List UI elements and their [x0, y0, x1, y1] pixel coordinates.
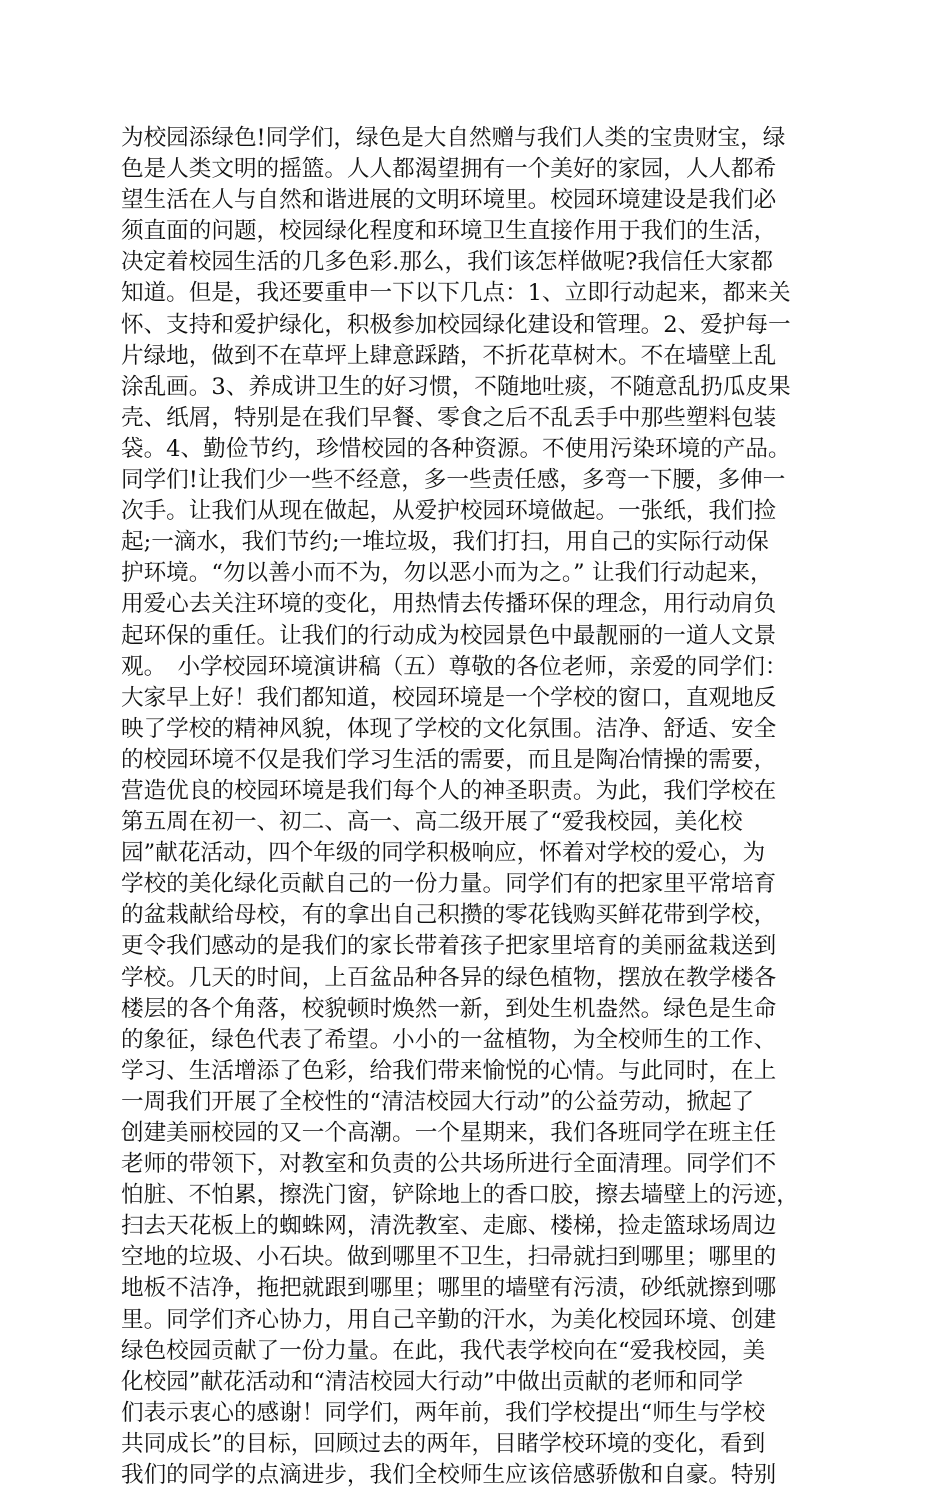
- speech-text-body: [121, 123, 841, 1491]
- text-line: 共同成长”的目标，回顾过去的两年，目睹学校环境的变化，看到: [121, 1430, 766, 1457]
- text-line: 一周我们开展了全校性的“清洁校园大行动”的公益劳动，掀起了: [121, 1088, 755, 1115]
- text-line: 片绿地，做到不在草坪上肆意踩踏，不折花草树木。不在墙壁上乱: [121, 342, 777, 369]
- text-line: 第五周在初一、初二、高一、高二级开展了“爱我校园，美化校: [121, 809, 743, 836]
- text-line: 怀、支持和爱护绿化，积极参加校园绿化建设和管理。2、爱护每一: [121, 311, 791, 338]
- text-line: 学习、生活增添了色彩，给我们带来愉悦的心情。与此同时，在上: [121, 1057, 777, 1084]
- text-line: 壳、纸屑，特别是在我们早餐、零食之后不乱丢手中那些塑料包装: [121, 404, 777, 431]
- text-line: 空地的垃圾、小石块。做到哪里不卫生，扫帚就扫到哪里；哪里的: [121, 1244, 777, 1271]
- text-line: 护环境。“勿以善小而不为，勿以恶小而为之。” 让我们行动起来，: [121, 560, 773, 587]
- text-line: 望生活在人与自然和谐进展的文明环境里。校园环境建设是我们必: [121, 187, 777, 214]
- text-line: 们表示衷心的感谢！同学们，两年前，我们学校提出“师生与学校: [121, 1399, 766, 1426]
- text-line: 观。 小学校园环境演讲稿（五）尊敬的各位老师，亲爱的同学们：: [121, 653, 788, 680]
- text-line: 须直面的问题，校园绿化程度和环境卫生直接作用于我们的生活，: [121, 218, 777, 245]
- text-line: 为校园添绿色!同学们，绿色是大自然赠与我们人类的宝贵财宝，绿: [121, 125, 786, 151]
- text-line: 的盆栽献给母校，有的拿出自己积攒的零花钱购买鲜花带到学校，: [121, 902, 777, 929]
- text-line: 大家早上好！我们都知道，校园环境是一个学校的窗口，直观地反: [121, 684, 777, 711]
- text-line: 楼层的各个角落，校貌顿时焕然一新，到处生机盎然。绿色是生命: [121, 995, 777, 1022]
- text-line: 起环保的重任。让我们的行动成为校园景色中最靓丽的一道人文景: [121, 622, 777, 649]
- text-line: 怕脏、不怕累，擦洗门窗，铲除地上的香口胶，擦去墙壁上的污迹，: [121, 1182, 799, 1209]
- text-line: 学校。几天的时间，上百盆品种各异的绿色植物，摆放在教学楼各: [121, 964, 777, 991]
- text-line: 知道。但是，我还要重申一下以下几点：1、立即行动起来，都来关: [121, 280, 791, 307]
- text-line: 映了学校的精神风貌，体现了学校的文化氛围。洁净、舒适、安全: [121, 715, 777, 742]
- text-line: 起;一滴水，我们节约;一堆垃圾，我们打扫，用自己的实际行动保: [121, 529, 769, 556]
- text-line: 决定着校园生活的几多色彩.那么，我们该怎样做呢?我信任大家都: [121, 249, 773, 276]
- text-line: 更令我们感动的是我们的家长带着孩子把家里培育的美丽盆栽送到: [121, 933, 777, 960]
- text-line: 创建美丽校园的又一个高潮。一个星期来，我们各班同学在班主任: [121, 1120, 777, 1146]
- text-line: 化校园”献花活动和“清洁校园大行动”中做出贡献的老师和同学: [121, 1368, 744, 1395]
- text-line: 绿色校园贡献了一份力量。在此，我代表学校向在“爱我校园，美: [121, 1337, 766, 1364]
- text-line: 的象征，绿色代表了希望。小小的一盆植物，为全校师生的工作、: [121, 1026, 777, 1053]
- text-line: 学校的美化绿化贡献自己的一份力量。同学们有的把家里平常培育: [121, 871, 777, 898]
- text-line: 的校园环境不仅是我们学习生活的需要，而且是陶冶情操的需要，: [121, 746, 777, 773]
- text-line: 次手。让我们从现在做起，从爱护校园环境做起。一张纸，我们捡: [121, 498, 777, 525]
- text-line: 我们的同学的点滴进步，我们全校师生应该倍感骄傲和自豪。特别: [121, 1462, 777, 1489]
- text-line: 色是人类文明的摇篮。人人都渴望拥有一个美好的家园，人人都希: [121, 156, 777, 183]
- text-line: 扫去天花板上的蜘蛛网，清洗教室、走廊、楼梯，捡走篮球场周边: [121, 1213, 777, 1240]
- text-line: 里。同学们齐心协力，用自己辛勤的汗水，为美化校园环境、创建: [121, 1306, 777, 1333]
- text-line: 老师的带领下，对教室和负责的公共场所进行全面清理。同学们不: [121, 1151, 777, 1178]
- text-line: 用爱心去关注环境的变化，用热情去传播环保的理念，用行动肩负: [121, 591, 777, 618]
- text-line: 营造优良的校园环境是我们每个人的神圣职责。为此，我们学校在: [121, 777, 777, 804]
- text-line: 涂乱画。3、养成讲卫生的好习惯，不随地吐痰，不随意乱扔瓜皮果: [121, 373, 791, 400]
- text-line: 袋。4、勤俭节约，珍惜校园的各种资源。不使用污染环境的产品。: [121, 435, 791, 462]
- text-line: 同学们!让我们少一些不经意，多一些责任感，多弯一下腰，多伸一: [121, 467, 786, 494]
- text-line: 地板不洁净，拖把就跟到哪里；哪里的墙壁有污渍，砂纸就擦到哪: [121, 1275, 777, 1302]
- text-line: 园”献花活动，四个年级的同学积极响应，怀着对学校的爱心，为: [121, 840, 766, 867]
